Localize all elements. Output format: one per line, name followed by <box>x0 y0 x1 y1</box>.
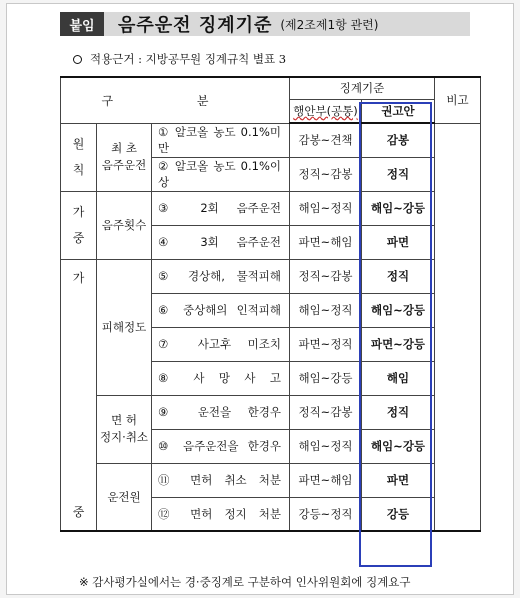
group-label-principle <box>61 123 97 191</box>
group-label-line: 가 <box>72 270 85 285</box>
admin-cell: 감봉~견책 <box>290 123 362 157</box>
recommend-cell: 정직 <box>362 157 435 191</box>
basis-text: 적용근거 : 지방공무원 징계규칙 별표 3 <box>90 52 287 66</box>
item-cell: ① 알코올 농도 0.1%미만 <box>152 123 290 157</box>
item-cell: ② 알코올 농도 0.1%이상 <box>152 157 290 191</box>
item-cell: ⑤ 경상해, 물적피해 <box>152 259 290 293</box>
subgroup-damage: 피해정도 <box>97 259 152 395</box>
group-label-line: 칙 <box>72 163 85 177</box>
item-cell: ⑪ 면허 취소 처분 <box>152 463 290 497</box>
admin-cell: 해임~정직 <box>290 191 362 225</box>
recommend-cell: 정직 <box>362 259 435 293</box>
recommend-cell: 정직 <box>362 395 435 429</box>
header-admin <box>290 99 362 123</box>
recommend-cell: 해임~강등 <box>362 191 435 225</box>
admin-cell: 파면~정직 <box>290 327 362 361</box>
subgroup-count: 음주횟수 <box>97 191 152 259</box>
table-row <box>61 123 481 157</box>
basis-line <box>73 51 286 67</box>
group-label-aggravated-2 <box>61 259 97 531</box>
criteria-table-wrap <box>60 76 480 532</box>
admin-cell: 해임~정직 <box>290 429 362 463</box>
attachment-badge: 붙임 <box>60 12 104 36</box>
recommend-cell: 파면 <box>362 225 435 259</box>
group-label-aggravated <box>61 191 97 259</box>
recommend-cell: 감봉 <box>362 123 435 157</box>
subgroup-line: 최 초 <box>111 141 137 155</box>
page-subtitle: (제2조제1항 관련) <box>280 17 379 32</box>
note-cell <box>435 123 481 531</box>
item-cell: ⑥ 중상해의 인적피해 <box>152 293 290 327</box>
admin-cell: 정직~감봉 <box>290 259 362 293</box>
subgroup-line: 면 허 <box>111 413 137 427</box>
criteria-table <box>60 76 481 532</box>
header-note: 비고 <box>435 77 481 123</box>
subgroup-driver: 운전원 <box>97 463 152 531</box>
item-cell: ④ 3회 음주운전 <box>152 225 290 259</box>
admin-cell: 해임~강등 <box>290 361 362 395</box>
item-cell: ⑧ 사 망 사 고 <box>152 361 290 395</box>
admin-cell: 파면~해임 <box>290 225 362 259</box>
item-cell: ⑩ 음주운전을 한경우 <box>152 429 290 463</box>
header-criteria: 징계기준 <box>290 77 435 99</box>
admin-cell: 강등~정직 <box>290 497 362 531</box>
item-cell: ⑨ 운전을 한경우 <box>152 395 290 429</box>
table-row <box>61 259 481 293</box>
header-category: 구 분 <box>61 77 290 123</box>
item-cell: ③ 2회 음주운전 <box>152 191 290 225</box>
subgroup-first-dui <box>97 123 152 191</box>
recommend-cell: 파면 <box>362 463 435 497</box>
item-cell: ⑫ 면허 정지 처분 <box>152 497 290 531</box>
admin-cell: 정직~감봉 <box>290 395 362 429</box>
document-page <box>6 3 514 595</box>
recommend-cell: 해임~강등 <box>362 293 435 327</box>
item-cell: ⑦ 사고후 미조치 <box>152 327 290 361</box>
header-bar <box>60 12 470 36</box>
admin-cell: 정직~감봉 <box>290 157 362 191</box>
admin-cell: 해임~정직 <box>290 293 362 327</box>
group-label-line: 중 <box>72 504 85 519</box>
group-label-line: 원 <box>72 137 85 151</box>
table-row <box>61 395 481 429</box>
group-label-line: 중 <box>72 231 85 245</box>
header-admin-label: 행안부(공통) <box>293 103 358 118</box>
table-row <box>61 463 481 497</box>
footnote: ※ 감사평가실에서는 경·중징계로 구분하여 인사위원회에 징계요구 <box>79 575 411 589</box>
group-label-line: 가 <box>72 205 85 219</box>
recommend-cell: 강등 <box>362 497 435 531</box>
page-title: 음주운전 징계기준 <box>118 15 273 36</box>
circle-bullet-icon <box>73 55 82 64</box>
subgroup-license <box>97 395 152 463</box>
header-recommend: 권고안 <box>362 99 435 123</box>
recommend-cell: 파면~강등 <box>362 327 435 361</box>
subgroup-line: 음주운전 <box>101 158 147 172</box>
subgroup-line: 정지·취소 <box>99 430 149 444</box>
recommend-cell: 해임~강등 <box>362 429 435 463</box>
admin-cell: 파면~해임 <box>290 463 362 497</box>
table-row <box>61 191 481 225</box>
recommend-cell: 해임 <box>362 361 435 395</box>
